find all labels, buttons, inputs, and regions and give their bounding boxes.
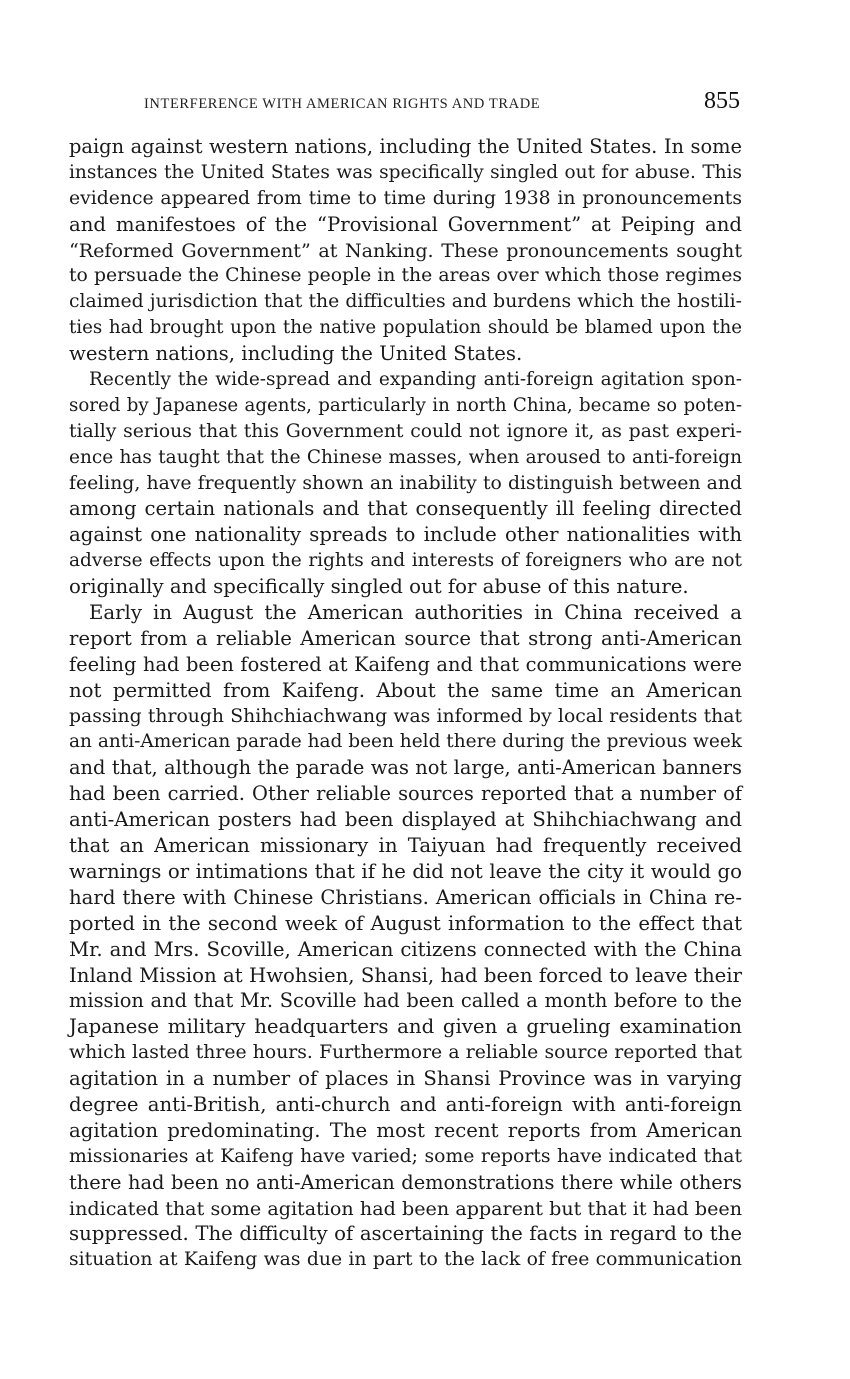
text-line: and manifestoes of the “Provisional Government” at Peiping and: [69, 212, 742, 236]
text-line: adverse effects upon the rights and interests of foreigners who are not: [69, 550, 742, 572]
text-line: claimed jurisdiction that the difficulties and burdens which the hostili-: [69, 291, 742, 313]
text-line: which lasted three hours. Furthermore a reliable source reported that: [69, 1042, 742, 1064]
text-line: against one nationality spreads to include other nationalities with: [69, 523, 742, 547]
text-line: indicated that some agitation had been apparent but that it had been: [69, 1196, 742, 1220]
paragraph-3: [69, 600, 742, 1273]
text-line: suppressed. The difficulty of ascertaining the facts in regard to the: [69, 1222, 742, 1246]
text-line: degree anti-British, anti-church and anti-foreign with anti-foreign: [69, 1092, 742, 1116]
text-line: paign against western nations, including the United States. In some: [69, 135, 742, 158]
text-line: ties had brought upon the native population should be blamed upon the: [69, 317, 742, 339]
text-line: “Reformed Government” at Nanking. These pronouncements sought: [69, 238, 742, 262]
text-line: Mr. and Mrs. Scoville, American citizens connected with the China: [69, 937, 742, 961]
text-line: warnings or intimations that if he did not leave the city it would go: [69, 859, 742, 883]
text-line: ported in the second week of August information to the effect that: [69, 911, 742, 935]
text-line: Japanese military headquarters and given a grueling examination: [69, 1015, 742, 1039]
text-line: report from a reliable American source that strong anti-American: [69, 626, 742, 650]
text-line: originally and specifically singled out for abuse of this nature.: [69, 575, 689, 599]
text-line: Early in August the American authorities in China received a: [89, 601, 742, 625]
paragraph-1: [69, 134, 742, 367]
running-head: INTERFERENCE WITH AMERICAN RIGHTS AND TRADE: [144, 96, 541, 112]
text-line: instances the United States was specifically singled out for abuse. This: [69, 161, 742, 183]
text-line: among certain nationals and that consequently ill feeling directed: [69, 497, 742, 521]
text-line: mission and that Mr. Scoville had been called a month before to the: [69, 989, 742, 1013]
page-header: [70, 88, 742, 120]
text-line: feeling, have frequently shown an inability to distinguish between and: [69, 472, 742, 494]
text-line: feeling had been fostered at Kaifeng and that communications were: [69, 652, 742, 676]
text-line: sored by Japanese agents, particularly in north China, became so poten-: [69, 394, 742, 416]
text-line: passing through Shihchiachwang was informed by local residents that: [69, 705, 742, 727]
paragraph-2: [69, 367, 742, 600]
text-line: Recently the wide-spread and expanding anti-foreign agitation spon-: [89, 369, 742, 391]
text-line: anti-American posters had been displayed at Shihchiachwang and: [69, 808, 742, 832]
text-line: there had been no anti-American demonstrations there while others: [69, 1170, 742, 1194]
page-number: 855: [704, 88, 740, 114]
text-line: to persuade the Chinese people in the areas over which those regimes: [69, 265, 742, 287]
text-line: tially serious that this Government could not ignore it, as past experi-: [69, 420, 742, 442]
body-text: [69, 134, 742, 1273]
text-line: agitation in a number of places in Shansi Province was in varying: [69, 1067, 742, 1091]
text-line: agitation predominating. The most recent reports from American: [69, 1118, 742, 1142]
text-line: an anti-American parade had been held there during the previous week: [69, 731, 742, 753]
text-line: evidence appeared from time to time during 1938 in pronouncements: [69, 187, 742, 209]
text-line: that an American missionary in Taiyuan had frequently received: [69, 834, 742, 858]
text-line: had been carried. Other reliable sources reported that a number of: [69, 782, 742, 806]
text-line: ence has taught that the Chinese masses, when aroused to anti-foreign: [69, 446, 742, 468]
text-line: situation at Kaifeng was due in part to the lack of free communication: [69, 1249, 742, 1271]
text-line: and that, although the parade was not large, anti-American banners: [69, 756, 742, 780]
text-line: western nations, including the United States.: [69, 342, 523, 366]
text-line: not permitted from Kaifeng. About the same time an American: [69, 678, 742, 702]
text-line: Inland Mission at Hwohsien, Shansi, had been forced to leave their: [69, 963, 742, 987]
text-line: missionaries at Kaifeng have varied; some reports have indicated that: [69, 1145, 742, 1167]
text-line: hard there with Chinese Christians. American officials in China re-: [69, 885, 742, 909]
